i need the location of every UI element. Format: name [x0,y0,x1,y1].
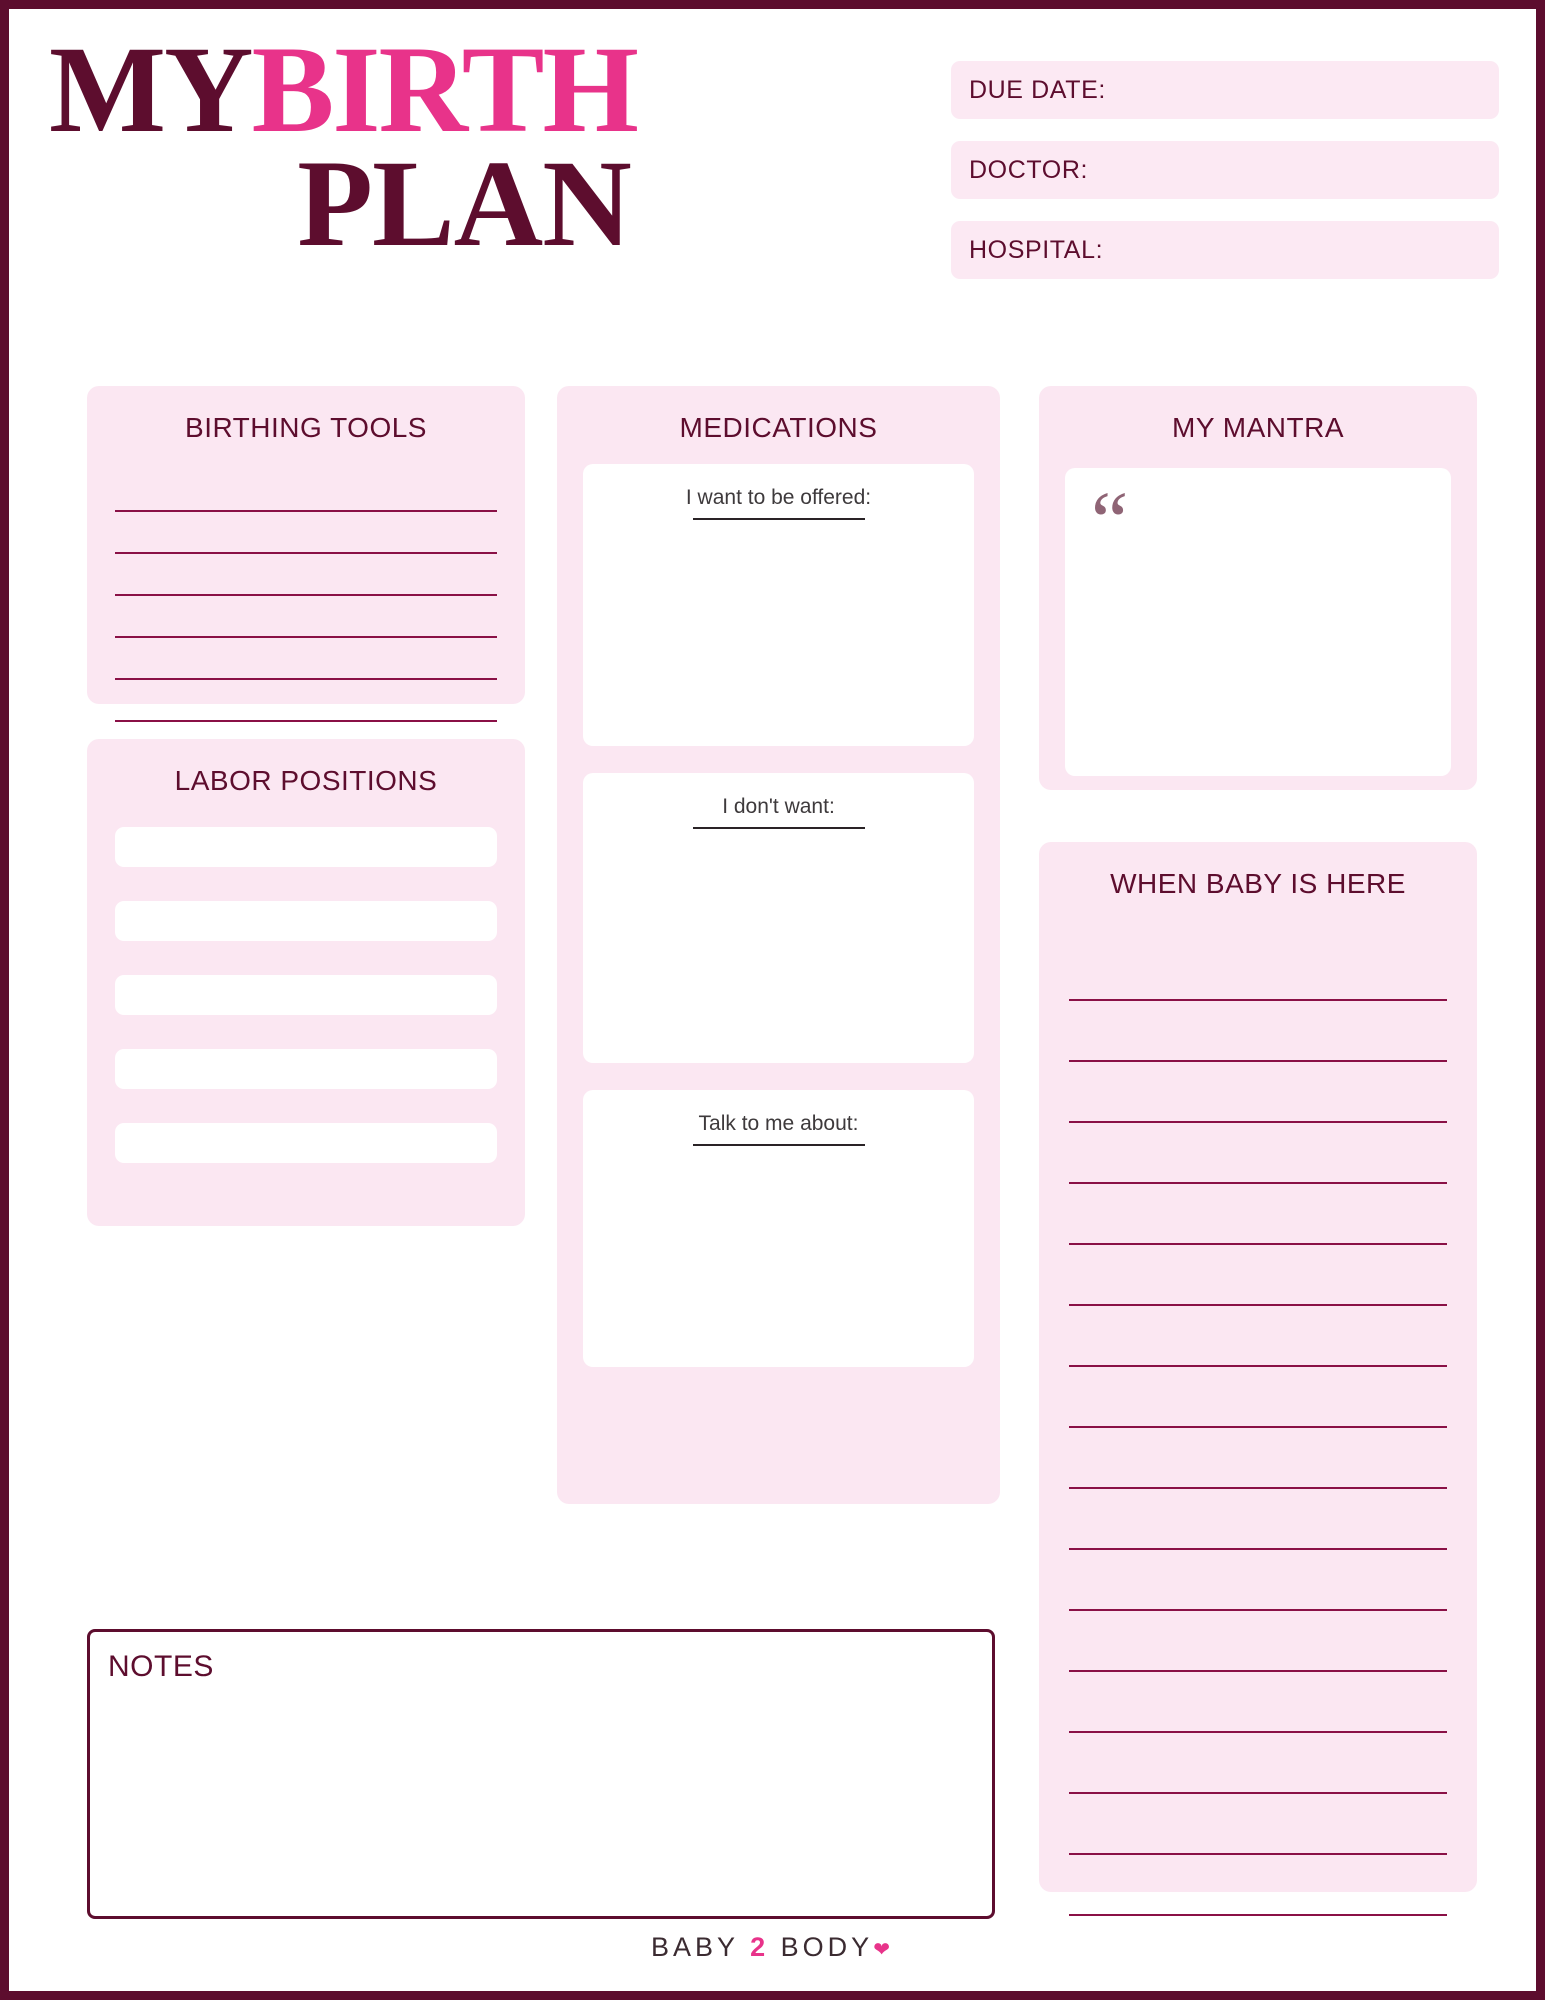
labor-position-field[interactable] [115,827,497,867]
when-baby-line[interactable] [1069,1428,1447,1489]
birthing-tools-title: BIRTHING TOOLS [185,412,427,443]
birthing-tools-line[interactable] [115,470,497,512]
field-hospital[interactable] [951,221,1499,279]
medications-talk-label: Talk to me about: [698,1112,859,1135]
birthing-tools-line[interactable] [115,596,497,638]
medications-card [557,386,1000,1504]
field-doctor-label: DOCTOR: [969,155,1089,184]
my-mantra-card [1039,386,1477,790]
medications-offered-underline [693,518,865,520]
title-plan: PLAN [297,134,631,272]
when-baby-line[interactable] [1069,1062,1447,1123]
title-line-2 [49,134,879,272]
page-title [49,21,909,272]
when-baby-is-here-lines [1069,940,1447,1916]
brand-body: BODY [780,1932,874,1962]
field-due-date-label: DUE DATE: [969,75,1106,104]
when-baby-line[interactable] [1069,1367,1447,1428]
notes-label: NOTES [108,1650,214,1683]
labor-position-field[interactable] [115,1049,497,1089]
title-line-1 [49,21,909,158]
medications-talk-underline [693,1144,865,1146]
when-baby-line[interactable] [1069,1855,1447,1916]
birthing-tools-card [87,386,525,704]
field-due-date[interactable] [951,61,1499,119]
title-my: MY [49,21,252,158]
medications-offered-box[interactable] [583,464,974,746]
when-baby-is-here-title: WHEN BABY IS HERE [1110,868,1406,899]
labor-position-field[interactable] [115,901,497,941]
field-doctor[interactable] [951,141,1499,199]
brand-two: 2 [750,1932,770,1962]
when-baby-line[interactable] [1069,1306,1447,1367]
quote-mark-icon: “ [1091,475,1129,568]
footer-brand [9,1932,1536,1963]
when-baby-line[interactable] [1069,1489,1447,1550]
when-baby-line[interactable] [1069,1184,1447,1245]
labor-positions-card [87,739,525,1226]
when-baby-line[interactable] [1069,1001,1447,1062]
medications-dontwant-underline [693,827,865,829]
when-baby-line[interactable] [1069,1733,1447,1794]
when-baby-line[interactable] [1069,1672,1447,1733]
labor-position-field[interactable] [115,1123,497,1163]
medications-dontwant-label: I don't want: [722,795,835,818]
labor-position-field[interactable] [115,975,497,1015]
right-column [1039,386,1477,1892]
my-mantra-input[interactable] [1065,468,1451,776]
when-baby-is-here-card [1039,842,1477,1892]
field-hospital-label: HOSPITAL: [969,235,1104,264]
title-birth: BIRTH [251,21,637,158]
header [49,21,1499,321]
medications-dontwant-box[interactable] [583,773,974,1063]
birthing-tools-line[interactable] [115,680,497,722]
when-baby-line[interactable] [1069,1245,1447,1306]
labor-positions-title: LABOR POSITIONS [174,765,438,796]
medications-offered-label: I want to be offered: [685,486,872,509]
notes-box[interactable] [87,1629,995,1919]
brand-baby: BABY [651,1932,739,1962]
labor-positions-fields [115,827,497,1163]
my-mantra-title: MY MANTRA [1172,412,1344,443]
birthing-tools-line[interactable] [115,554,497,596]
when-baby-line[interactable] [1069,1123,1447,1184]
heart-icon: ❤ [873,1939,894,1961]
medications-title: MEDICATIONS [679,412,878,443]
birthing-tools-line[interactable] [115,512,497,554]
left-column [87,386,525,1226]
when-baby-line[interactable] [1069,1611,1447,1672]
page-inner [9,9,1536,1991]
when-baby-line[interactable] [1069,1794,1447,1855]
birthing-tools-line[interactable] [115,638,497,680]
header-fields [951,61,1499,301]
when-baby-line[interactable] [1069,1550,1447,1611]
when-baby-line[interactable] [1069,940,1447,1001]
medications-talk-box[interactable] [583,1090,974,1367]
middle-column [557,386,1000,1504]
